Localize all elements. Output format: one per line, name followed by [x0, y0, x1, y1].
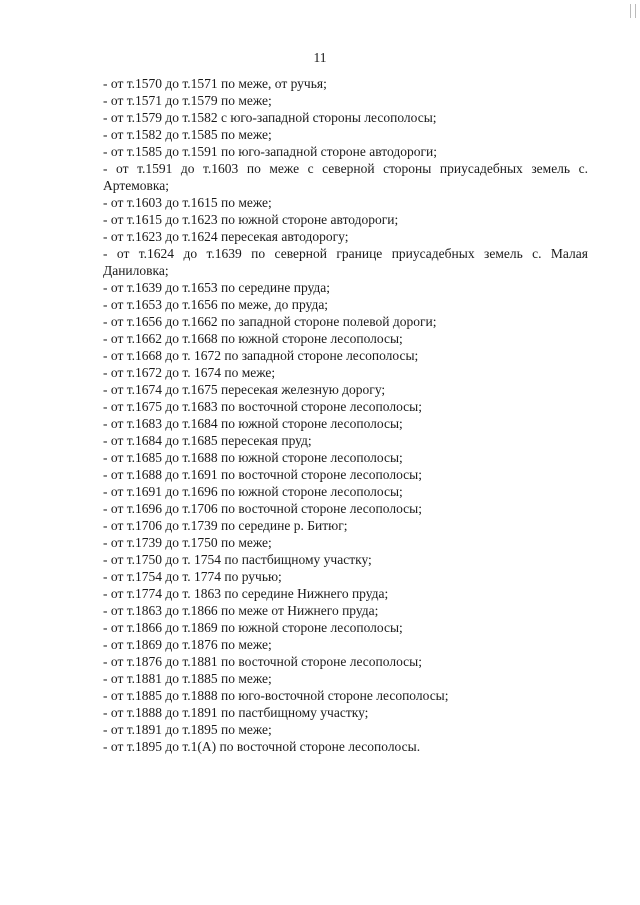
boundary-line: - от т.1888 до т.1891 по пастбищному участку;	[103, 705, 369, 720]
boundary-line: - от т.1683 до т.1684 по южной стороне лесополосы;	[103, 416, 403, 431]
boundary-line: - от т.1582 до т.1585 по меже;	[103, 127, 272, 142]
boundary-line: Даниловка;	[103, 263, 169, 278]
boundary-paragraph	[103, 160, 588, 194]
boundary-line: - от т.1739 до т.1750 по меже;	[103, 535, 272, 550]
boundary-line: - от т.1891 до т.1895 по меже;	[103, 722, 272, 737]
boundary-line: - от т.1615 до т.1623 по южной стороне автодороги;	[103, 212, 399, 227]
boundary-line: - от т.1674 до т.1675 пересекая железную дорогу;	[103, 382, 386, 397]
scan-edge-mark	[630, 4, 636, 18]
boundary-line: Артемовка;	[103, 178, 169, 193]
boundary-line: - от т.1570 до т.1571 по меже, от ручья;	[103, 76, 327, 91]
boundary-line: - от т.1863 до т.1866 по меже от Нижнего пруда;	[103, 603, 379, 618]
boundary-line: - от т.1653 до т.1656 по меже, до пруда;	[103, 297, 329, 312]
boundary-line: - от т.1579 до т.1582 с юго-западной стороны лесополосы;	[103, 110, 437, 125]
boundary-line: - от т.1876 до т.1881 по восточной стороне лесополосы;	[103, 654, 422, 669]
boundary-line: - от т.1668 до т. 1672 по западной стороне лесополосы;	[103, 348, 419, 363]
boundary-paragraph	[103, 245, 588, 279]
boundary-line: - от т.1885 до т.1888 по юго-восточной стороне лесополосы;	[103, 688, 449, 703]
boundary-line: - от т.1656 до т.1662 по западной стороне полевой дороги;	[103, 314, 437, 329]
boundary-line: - от т.1675 до т.1683 по восточной стороне лесополосы;	[103, 399, 422, 414]
boundary-line: - от т.1603 до т.1615 по меже;	[103, 195, 272, 210]
boundary-line: - от т.1688 до т.1691 по восточной стороне лесополосы;	[103, 467, 422, 482]
boundary-line: - от т.1754 до т. 1774 по ручью;	[103, 569, 282, 584]
boundary-line: - от т.1696 до т.1706 по восточной стороне лесополосы;	[103, 501, 422, 516]
page-number: 11	[313, 50, 327, 65]
boundary-line: - от т.1672 до т. 1674 по меже;	[103, 365, 276, 380]
boundary-line: - от т.1685 до т.1688 по южной стороне лесополосы;	[103, 450, 403, 465]
boundary-line: - от т.1662 до т.1668 по южной стороне лесополосы;	[103, 331, 403, 346]
boundary-line: - от т.1624 до т.1639 по северной границе приусадебных земель с. Малая	[103, 246, 588, 261]
boundary-line: - от т.1639 до т.1653 по середине пруда;	[103, 280, 331, 295]
boundary-line: - от т.1571 до т.1579 по меже;	[103, 93, 272, 108]
boundary-line: - от т.1623 до т.1624 пересекая автодорогу;	[103, 229, 349, 244]
boundary-line: - от т.1774 до т. 1863 по середине Нижнего пруда;	[103, 586, 389, 601]
boundary-line: - от т.1585 до т.1591 по юго-западной стороне автодороги;	[103, 144, 437, 159]
boundary-line: - от т.1895 до т.1(А) по восточной стороне лесополосы.	[103, 739, 421, 754]
boundary-line: - от т.1869 до т.1876 по меже;	[103, 637, 272, 652]
boundary-line: - от т.1866 до т.1869 по южной стороне лесополосы;	[103, 620, 403, 635]
boundary-line: - от т.1750 до т. 1754 по пастбищному участку;	[103, 552, 372, 567]
boundary-line: - от т.1691 до т.1696 по южной стороне лесополосы;	[103, 484, 403, 499]
boundary-line: - от т.1591 до т.1603 по меже с северной стороны приусадебных земель с.	[103, 161, 588, 176]
boundary-line: - от т.1706 до т.1739 по середине р. Битюг;	[103, 518, 348, 533]
boundary-description	[103, 75, 588, 755]
boundary-line: - от т.1684 до т.1685 пересекая пруд;	[103, 433, 312, 448]
boundary-line: - от т.1881 до т.1885 по меже;	[103, 671, 272, 686]
